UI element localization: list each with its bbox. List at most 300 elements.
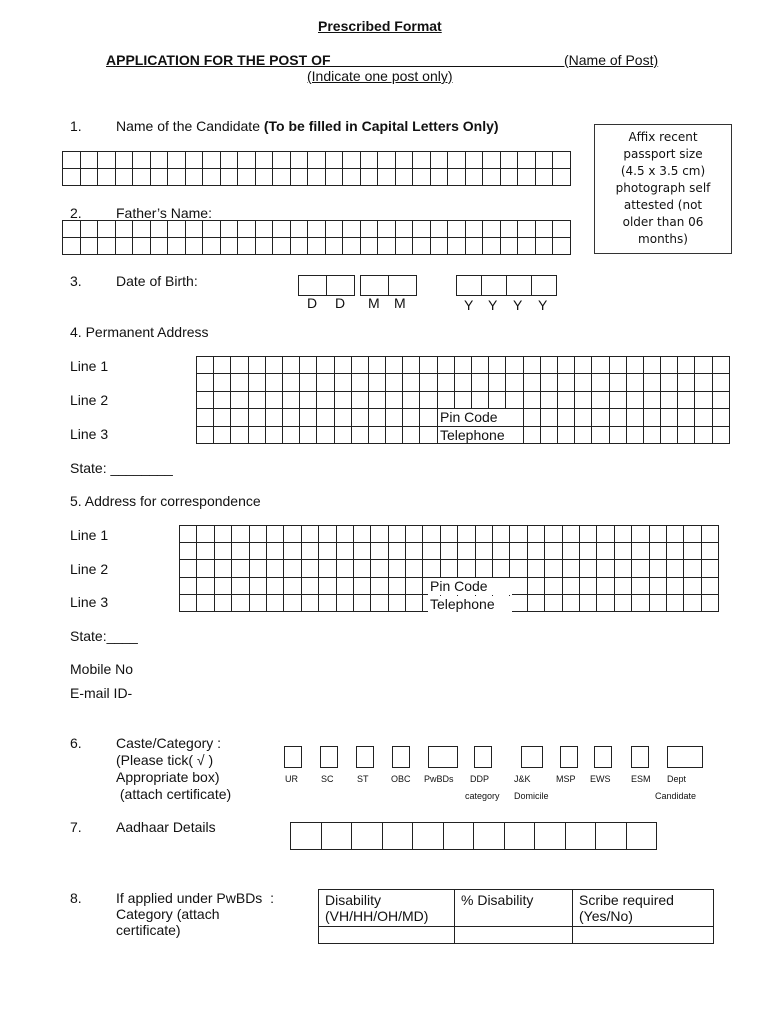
entry-cell[interactable] — [535, 823, 566, 850]
entry-cell[interactable] — [319, 560, 336, 577]
entry-cell[interactable] — [283, 374, 300, 391]
entry-cell[interactable] — [650, 543, 667, 560]
entry-cell[interactable] — [558, 357, 575, 374]
entry-cell[interactable] — [300, 392, 317, 409]
entry-cell[interactable] — [221, 152, 239, 169]
entry-cell[interactable] — [354, 578, 371, 595]
entry-cell[interactable] — [501, 221, 519, 238]
entry-cell[interactable] — [267, 560, 284, 577]
entry-cell[interactable] — [713, 357, 730, 374]
entry-cell[interactable] — [541, 374, 558, 391]
entry-cell[interactable] — [438, 357, 455, 374]
entry-cell[interactable] — [361, 276, 389, 296]
entry-cell[interactable] — [610, 357, 627, 374]
entry-cell[interactable] — [250, 578, 267, 595]
entry-cell[interactable] — [610, 427, 627, 444]
entry-cell[interactable] — [133, 221, 151, 238]
entry-cell[interactable] — [221, 221, 239, 238]
entry-cell[interactable] — [667, 578, 684, 595]
entry-cell[interactable] — [524, 427, 541, 444]
entry-cell[interactable] — [713, 409, 730, 426]
entry-cell[interactable] — [133, 169, 151, 186]
entry-cell[interactable] — [575, 427, 592, 444]
entry-cell[interactable] — [291, 823, 322, 850]
entry-cell[interactable] — [518, 238, 536, 255]
entry-cell[interactable] — [580, 578, 597, 595]
entry-cell[interactable] — [396, 221, 414, 238]
checkbox-ur[interactable] — [284, 746, 302, 768]
entry-cell[interactable] — [541, 357, 558, 374]
entry-cell[interactable] — [403, 357, 420, 374]
entry-cell[interactable] — [413, 221, 431, 238]
entry-cell[interactable] — [197, 595, 214, 612]
entry-cell[interactable] — [541, 392, 558, 409]
entry-cell[interactable] — [369, 409, 386, 426]
entry-cell[interactable] — [506, 374, 523, 391]
entry-cell[interactable] — [580, 543, 597, 560]
entry-cell[interactable] — [413, 238, 431, 255]
post-name-line[interactable] — [106, 66, 564, 67]
entry-cell[interactable] — [371, 595, 388, 612]
entry-cell[interactable] — [558, 409, 575, 426]
entry-cell[interactable] — [644, 409, 661, 426]
entry-cell[interactable] — [371, 526, 388, 543]
entry-cell[interactable] — [63, 238, 81, 255]
entry-cell[interactable] — [466, 221, 484, 238]
entry-cell[interactable] — [168, 221, 186, 238]
entry-cell[interactable] — [343, 221, 361, 238]
entry-cell[interactable] — [369, 357, 386, 374]
entry-cell[interactable] — [476, 526, 493, 543]
entry-cell[interactable] — [232, 560, 249, 577]
entry-cell[interactable] — [180, 560, 197, 577]
entry-cell[interactable] — [386, 427, 403, 444]
entry-cell[interactable] — [615, 595, 632, 612]
entry-cell[interactable] — [337, 526, 354, 543]
entry-cell[interactable] — [273, 221, 291, 238]
photo-box[interactable] — [594, 124, 732, 254]
entry-cell[interactable] — [575, 409, 592, 426]
entry-cell[interactable] — [386, 392, 403, 409]
entry-cell[interactable] — [596, 823, 627, 850]
entry-cell[interactable] — [151, 238, 169, 255]
entry-cell[interactable] — [501, 152, 519, 169]
entry-cell[interactable] — [249, 409, 266, 426]
entry-cell[interactable] — [267, 543, 284, 560]
entry-cell[interactable] — [133, 152, 151, 169]
entry-cell[interactable] — [215, 560, 232, 577]
entry-cell[interactable] — [283, 392, 300, 409]
entry-cell[interactable] — [337, 595, 354, 612]
entry-cell[interactable] — [389, 595, 406, 612]
entry-cell[interactable] — [197, 392, 214, 409]
entry-cell[interactable] — [300, 357, 317, 374]
entry-cell[interactable] — [221, 169, 239, 186]
entry-cell[interactable] — [678, 409, 695, 426]
entry-cell[interactable] — [116, 221, 134, 238]
entry-cell[interactable] — [214, 374, 231, 391]
entry-cell[interactable] — [378, 152, 396, 169]
entry-cell[interactable] — [458, 560, 475, 577]
entry-cell[interactable] — [597, 543, 614, 560]
entry-cell[interactable] — [406, 543, 423, 560]
entry-cell[interactable] — [661, 357, 678, 374]
entry-cell[interactable] — [510, 526, 527, 543]
entry-cell[interactable] — [273, 152, 291, 169]
entry-cell[interactable] — [232, 578, 249, 595]
entry-cell[interactable] — [335, 374, 352, 391]
entry-cell[interactable] — [553, 169, 571, 186]
entry-cell[interactable] — [528, 578, 545, 595]
entry-cell[interactable] — [98, 238, 116, 255]
entry-cell[interactable] — [231, 427, 248, 444]
entry-cell[interactable] — [403, 374, 420, 391]
entry-cell[interactable] — [317, 409, 334, 426]
entry-cell[interactable] — [352, 409, 369, 426]
entry-cell[interactable] — [197, 526, 214, 543]
checkbox-dept[interactable] — [667, 746, 703, 768]
entry-cell[interactable] — [483, 238, 501, 255]
entry-cell[interactable] — [558, 374, 575, 391]
entry-cell[interactable] — [563, 526, 580, 543]
entry-cell[interactable] — [389, 560, 406, 577]
entry-cell[interactable] — [441, 543, 458, 560]
entry-cell[interactable] — [501, 169, 519, 186]
entry-cell[interactable] — [396, 238, 414, 255]
entry-cell[interactable] — [695, 409, 712, 426]
entry-cell[interactable] — [545, 578, 562, 595]
entry-cell[interactable] — [354, 526, 371, 543]
entry-cell[interactable] — [457, 276, 482, 296]
entry-cell[interactable] — [472, 374, 489, 391]
entry-cell[interactable] — [317, 357, 334, 374]
entry-cell[interactable] — [302, 543, 319, 560]
entry-cell[interactable] — [197, 578, 214, 595]
entry-cell[interactable] — [483, 152, 501, 169]
entry-cell[interactable] — [632, 578, 649, 595]
entry-cell[interactable] — [597, 526, 614, 543]
entry-cell[interactable] — [448, 238, 466, 255]
entry-cell[interactable] — [215, 543, 232, 560]
entry-cell[interactable] — [627, 374, 644, 391]
entry-cell[interactable] — [203, 152, 221, 169]
entry-cell[interactable] — [386, 409, 403, 426]
entry-cell[interactable] — [180, 595, 197, 612]
checkbox-esm[interactable] — [631, 746, 649, 768]
entry-cell[interactable] — [266, 427, 283, 444]
dob-month-boxes[interactable] — [360, 275, 417, 296]
entry-cell[interactable] — [702, 578, 719, 595]
entry-cell[interactable] — [308, 221, 326, 238]
entry-cell[interactable] — [180, 578, 197, 595]
entry-cell[interactable] — [63, 152, 81, 169]
entry-cell[interactable] — [302, 560, 319, 577]
entry-cell[interactable] — [361, 221, 379, 238]
entry-cell[interactable] — [317, 392, 334, 409]
entry-cell[interactable] — [256, 152, 274, 169]
entry-cell[interactable] — [545, 560, 562, 577]
entry-cell[interactable] — [283, 409, 300, 426]
entry-cell[interactable] — [371, 560, 388, 577]
entry-cell[interactable] — [661, 427, 678, 444]
entry-cell[interactable] — [186, 152, 204, 169]
entry-cell[interactable] — [197, 357, 214, 374]
entry-cell[interactable] — [695, 357, 712, 374]
entry-cell[interactable] — [438, 374, 455, 391]
entry-cell[interactable] — [627, 357, 644, 374]
entry-cell[interactable] — [186, 221, 204, 238]
entry-cell[interactable] — [300, 374, 317, 391]
entry-cell[interactable] — [431, 169, 449, 186]
entry-cell[interactable] — [383, 823, 414, 850]
entry-cell[interactable] — [389, 526, 406, 543]
entry-cell[interactable] — [615, 526, 632, 543]
entry-cell[interactable] — [302, 578, 319, 595]
entry-cell[interactable] — [369, 392, 386, 409]
entry-cell[interactable] — [266, 374, 283, 391]
entry-cell[interactable] — [661, 374, 678, 391]
entry-cell[interactable] — [558, 392, 575, 409]
entry-cell[interactable] — [81, 238, 99, 255]
entry-cell[interactable] — [563, 578, 580, 595]
entry-cell[interactable] — [389, 578, 406, 595]
entry-cell[interactable] — [563, 560, 580, 577]
entry-cell[interactable] — [180, 526, 197, 543]
pwbd-percent-input[interactable] — [455, 927, 573, 944]
entry-cell[interactable] — [369, 374, 386, 391]
entry-cell[interactable] — [215, 526, 232, 543]
entry-cell[interactable] — [684, 578, 701, 595]
entry-cell[interactable] — [266, 409, 283, 426]
entry-cell[interactable] — [238, 152, 256, 169]
entry-cell[interactable] — [250, 560, 267, 577]
entry-cell[interactable] — [283, 427, 300, 444]
entry-cell[interactable] — [249, 374, 266, 391]
entry-cell[interactable] — [713, 374, 730, 391]
entry-cell[interactable] — [632, 526, 649, 543]
entry-cell[interactable] — [532, 276, 557, 296]
entry-cell[interactable] — [702, 560, 719, 577]
entry-cell[interactable] — [168, 169, 186, 186]
entry-cell[interactable] — [563, 543, 580, 560]
entry-cell[interactable] — [267, 578, 284, 595]
entry-cell[interactable] — [197, 409, 214, 426]
entry-cell[interactable] — [63, 221, 81, 238]
entry-cell[interactable] — [197, 374, 214, 391]
entry-cell[interactable] — [476, 543, 493, 560]
entry-cell[interactable] — [644, 427, 661, 444]
father-name-letter-grid[interactable] — [62, 220, 571, 255]
entry-cell[interactable] — [580, 526, 597, 543]
entry-cell[interactable] — [116, 152, 134, 169]
entry-cell[interactable] — [98, 221, 116, 238]
entry-cell[interactable] — [256, 169, 274, 186]
entry-cell[interactable] — [335, 392, 352, 409]
entry-cell[interactable] — [528, 595, 545, 612]
entry-cell[interactable] — [319, 595, 336, 612]
entry-cell[interactable] — [300, 427, 317, 444]
entry-cell[interactable] — [81, 221, 99, 238]
entry-cell[interactable] — [238, 238, 256, 255]
entry-cell[interactable] — [650, 595, 667, 612]
entry-cell[interactable] — [695, 427, 712, 444]
entry-cell[interactable] — [695, 392, 712, 409]
entry-cell[interactable] — [116, 169, 134, 186]
entry-cell[interactable] — [558, 427, 575, 444]
entry-cell[interactable] — [489, 374, 506, 391]
entry-cell[interactable] — [615, 543, 632, 560]
entry-cell[interactable] — [343, 238, 361, 255]
entry-cell[interactable] — [501, 238, 519, 255]
entry-cell[interactable] — [214, 409, 231, 426]
entry-cell[interactable] — [361, 152, 379, 169]
entry-cell[interactable] — [644, 357, 661, 374]
entry-cell[interactable] — [610, 374, 627, 391]
entry-cell[interactable] — [354, 543, 371, 560]
entry-cell[interactable] — [238, 169, 256, 186]
entry-cell[interactable] — [197, 543, 214, 560]
entry-cell[interactable] — [524, 392, 541, 409]
entry-cell[interactable] — [448, 221, 466, 238]
entry-cell[interactable] — [291, 152, 309, 169]
entry-cell[interactable] — [644, 392, 661, 409]
entry-cell[interactable] — [386, 374, 403, 391]
entry-cell[interactable] — [431, 221, 449, 238]
checkbox-msp[interactable] — [560, 746, 578, 768]
entry-cell[interactable] — [615, 560, 632, 577]
entry-cell[interactable] — [256, 221, 274, 238]
entry-cell[interactable] — [343, 169, 361, 186]
entry-cell[interactable] — [221, 238, 239, 255]
entry-cell[interactable] — [661, 392, 678, 409]
entry-cell[interactable] — [98, 169, 116, 186]
entry-cell[interactable] — [299, 276, 327, 296]
entry-cell[interactable] — [151, 169, 169, 186]
checkbox-ews[interactable] — [594, 746, 612, 768]
entry-cell[interactable] — [326, 221, 344, 238]
entry-cell[interactable] — [406, 560, 423, 577]
entry-cell[interactable] — [632, 595, 649, 612]
entry-cell[interactable] — [702, 595, 719, 612]
entry-cell[interactable] — [510, 560, 527, 577]
entry-cell[interactable] — [472, 357, 489, 374]
entry-cell[interactable] — [378, 169, 396, 186]
entry-cell[interactable] — [505, 823, 536, 850]
entry-cell[interactable] — [536, 152, 554, 169]
entry-cell[interactable] — [300, 409, 317, 426]
entry-cell[interactable] — [563, 595, 580, 612]
entry-cell[interactable] — [215, 578, 232, 595]
dob-day-boxes[interactable] — [298, 275, 355, 296]
entry-cell[interactable] — [406, 578, 423, 595]
entry-cell[interactable] — [284, 578, 301, 595]
entry-cell[interactable] — [302, 595, 319, 612]
entry-cell[interactable] — [327, 276, 355, 296]
entry-cell[interactable] — [458, 526, 475, 543]
checkbox-jk[interactable] — [521, 746, 543, 768]
entry-cell[interactable] — [423, 560, 440, 577]
entry-cell[interactable] — [438, 392, 455, 409]
entry-cell[interactable] — [378, 238, 396, 255]
entry-cell[interactable] — [352, 374, 369, 391]
dob-year-boxes[interactable] — [456, 275, 557, 296]
entry-cell[interactable] — [249, 392, 266, 409]
name-letter-grid[interactable] — [62, 151, 571, 186]
entry-cell[interactable] — [371, 543, 388, 560]
entry-cell[interactable] — [81, 169, 99, 186]
entry-cell[interactable] — [592, 374, 609, 391]
entry-cell[interactable] — [231, 392, 248, 409]
entry-cell[interactable] — [627, 823, 658, 850]
entry-cell[interactable] — [580, 560, 597, 577]
entry-cell[interactable] — [250, 543, 267, 560]
entry-cell[interactable] — [541, 427, 558, 444]
entry-cell[interactable] — [291, 238, 309, 255]
entry-cell[interactable] — [284, 595, 301, 612]
entry-cell[interactable] — [524, 357, 541, 374]
entry-cell[interactable] — [284, 543, 301, 560]
entry-cell[interactable] — [615, 578, 632, 595]
entry-cell[interactable] — [667, 560, 684, 577]
entry-cell[interactable] — [476, 560, 493, 577]
entry-cell[interactable] — [203, 221, 221, 238]
entry-cell[interactable] — [575, 374, 592, 391]
checkbox-st[interactable] — [356, 746, 374, 768]
entry-cell[interactable] — [632, 560, 649, 577]
entry-cell[interactable] — [536, 238, 554, 255]
entry-cell[interactable] — [678, 357, 695, 374]
entry-cell[interactable] — [232, 526, 249, 543]
entry-cell[interactable] — [284, 560, 301, 577]
entry-cell[interactable] — [518, 221, 536, 238]
entry-cell[interactable] — [266, 392, 283, 409]
entry-cell[interactable] — [597, 595, 614, 612]
entry-cell[interactable] — [238, 221, 256, 238]
entry-cell[interactable] — [319, 526, 336, 543]
entry-cell[interactable] — [510, 595, 527, 612]
entry-cell[interactable] — [352, 392, 369, 409]
entry-cell[interactable] — [81, 152, 99, 169]
entry-cell[interactable] — [396, 169, 414, 186]
entry-cell[interactable] — [610, 392, 627, 409]
entry-cell[interactable] — [406, 526, 423, 543]
entry-cell[interactable] — [678, 427, 695, 444]
entry-cell[interactable] — [493, 543, 510, 560]
entry-cell[interactable] — [667, 526, 684, 543]
entry-cell[interactable] — [580, 595, 597, 612]
entry-cell[interactable] — [678, 374, 695, 391]
entry-cell[interactable] — [232, 595, 249, 612]
entry-cell[interactable] — [413, 823, 444, 850]
entry-cell[interactable] — [597, 578, 614, 595]
entry-cell[interactable] — [466, 169, 484, 186]
entry-cell[interactable] — [566, 823, 597, 850]
entry-cell[interactable] — [483, 169, 501, 186]
entry-cell[interactable] — [354, 595, 371, 612]
entry-cell[interactable] — [493, 526, 510, 543]
entry-cell[interactable] — [536, 221, 554, 238]
entry-cell[interactable] — [510, 543, 527, 560]
entry-cell[interactable] — [684, 595, 701, 612]
entry-cell[interactable] — [524, 374, 541, 391]
entry-cell[interactable] — [510, 578, 527, 595]
entry-cell[interactable] — [632, 543, 649, 560]
entry-cell[interactable] — [214, 392, 231, 409]
entry-cell[interactable] — [441, 526, 458, 543]
entry-cell[interactable] — [343, 152, 361, 169]
entry-cell[interactable] — [678, 392, 695, 409]
entry-cell[interactable] — [553, 238, 571, 255]
